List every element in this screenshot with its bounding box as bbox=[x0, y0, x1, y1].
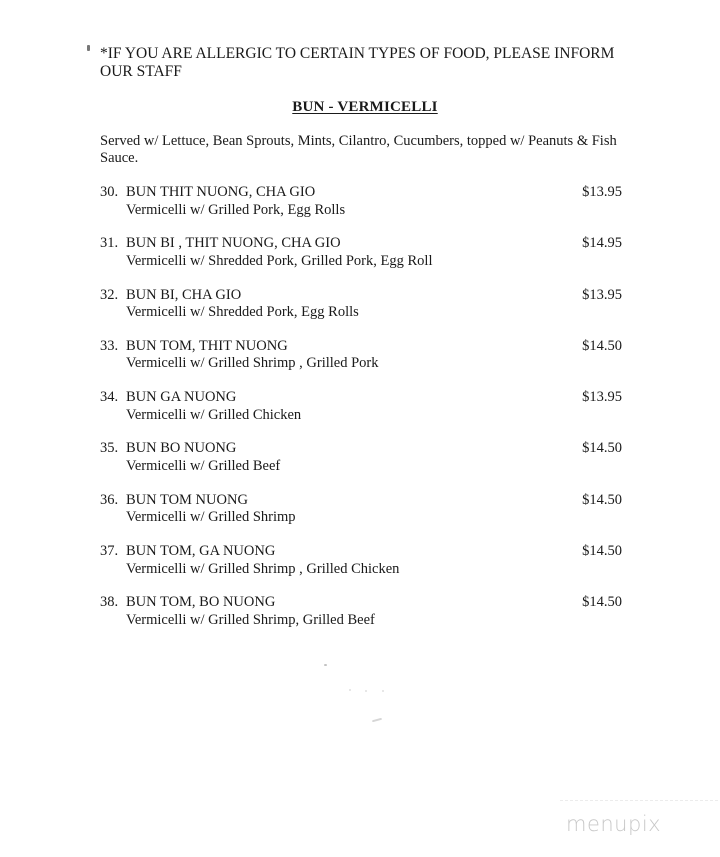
scan-artifact bbox=[324, 664, 327, 666]
scan-artifact bbox=[365, 690, 367, 692]
menu-item bbox=[100, 235, 622, 286]
menu-items-list bbox=[100, 184, 622, 646]
scan-speck bbox=[87, 45, 90, 51]
item-description: Vermicelli w/ Shredded Pork, Grilled Pork, Egg Roll bbox=[126, 252, 433, 269]
item-number: 38. bbox=[100, 594, 119, 611]
menu-item bbox=[100, 440, 622, 491]
item-number: 35. bbox=[100, 440, 119, 457]
item-description: Vermicelli w/ Shredded Pork, Egg Rolls bbox=[126, 304, 359, 321]
item-name: BUN TOM NUONG bbox=[126, 491, 248, 508]
menu-item bbox=[100, 184, 622, 235]
item-name: BUN GA NUONG bbox=[126, 389, 237, 406]
item-name: BUN BO NUONG bbox=[126, 440, 237, 457]
item-name: BUN TOM, THIT NUONG bbox=[126, 337, 288, 354]
scan-artifact bbox=[382, 690, 384, 692]
section-title bbox=[0, 99, 720, 116]
menu-item bbox=[100, 594, 622, 645]
item-price: $13.95 bbox=[582, 389, 622, 406]
menu-item bbox=[100, 338, 622, 389]
item-name: BUN BI, CHA GIO bbox=[126, 286, 242, 303]
item-name: BUN THIT NUONG, CHA GIO bbox=[126, 184, 316, 200]
item-number: 31. bbox=[100, 235, 119, 252]
item-description: Vermicelli w/ Grilled Shrimp bbox=[126, 509, 296, 526]
item-price: $14.95 bbox=[582, 235, 622, 252]
item-number: 36. bbox=[100, 491, 119, 508]
item-name: BUN BI , THIT NUONG, CHA GIO bbox=[126, 235, 341, 252]
menu-item bbox=[100, 287, 622, 338]
item-price: $14.50 bbox=[582, 543, 622, 560]
item-description: Vermicelli w/ Grilled Shrimp , Grilled Chicken bbox=[126, 560, 400, 577]
item-description: Vermicelli w/ Grilled Shrimp, Grilled Beef bbox=[126, 611, 375, 628]
menu-item bbox=[100, 543, 622, 594]
item-description: Vermicelli w/ Grilled Chicken bbox=[126, 406, 302, 423]
item-price: $13.95 bbox=[582, 184, 622, 200]
item-name: BUN TOM, BO NUONG bbox=[126, 594, 276, 611]
item-description: Vermicelli w/ Grilled Shrimp , Grilled Pork bbox=[126, 355, 379, 372]
allergy-notice: *IF YOU ARE ALLERGIC TO CERTAIN TYPES OF FOOD, PLEASE INFORM OUR STAFF bbox=[100, 45, 615, 80]
item-number: 33. bbox=[100, 337, 119, 354]
item-price: $14.50 bbox=[582, 337, 622, 354]
watermark-logo: menupix bbox=[566, 812, 662, 836]
item-description: Vermicelli w/ Grilled Pork, Egg Rolls bbox=[126, 201, 346, 218]
item-name: BUN TOM, GA NUONG bbox=[126, 543, 276, 560]
menu-item bbox=[100, 492, 622, 543]
scan-artifact bbox=[372, 718, 382, 723]
item-price: $14.50 bbox=[582, 491, 622, 508]
item-number: 32. bbox=[100, 286, 119, 303]
menu-item bbox=[100, 389, 622, 440]
section-intro: Served w/ Lettuce, Bean Sprouts, Mints, Cilantro, Cucumbers, topped w/ Peanuts & Fish Sauce. bbox=[100, 133, 617, 166]
item-description: Vermicelli w/ Grilled Beef bbox=[126, 457, 281, 474]
item-number: 34. bbox=[100, 389, 119, 406]
scan-artifact bbox=[349, 689, 351, 691]
item-price: $14.50 bbox=[582, 594, 622, 611]
section-title-text: BUN - VERMICELLI bbox=[292, 99, 438, 115]
item-price: $13.95 bbox=[582, 286, 622, 303]
item-number: 30. bbox=[100, 184, 119, 200]
item-number: 37. bbox=[100, 543, 119, 560]
item-price: $14.50 bbox=[582, 440, 622, 457]
